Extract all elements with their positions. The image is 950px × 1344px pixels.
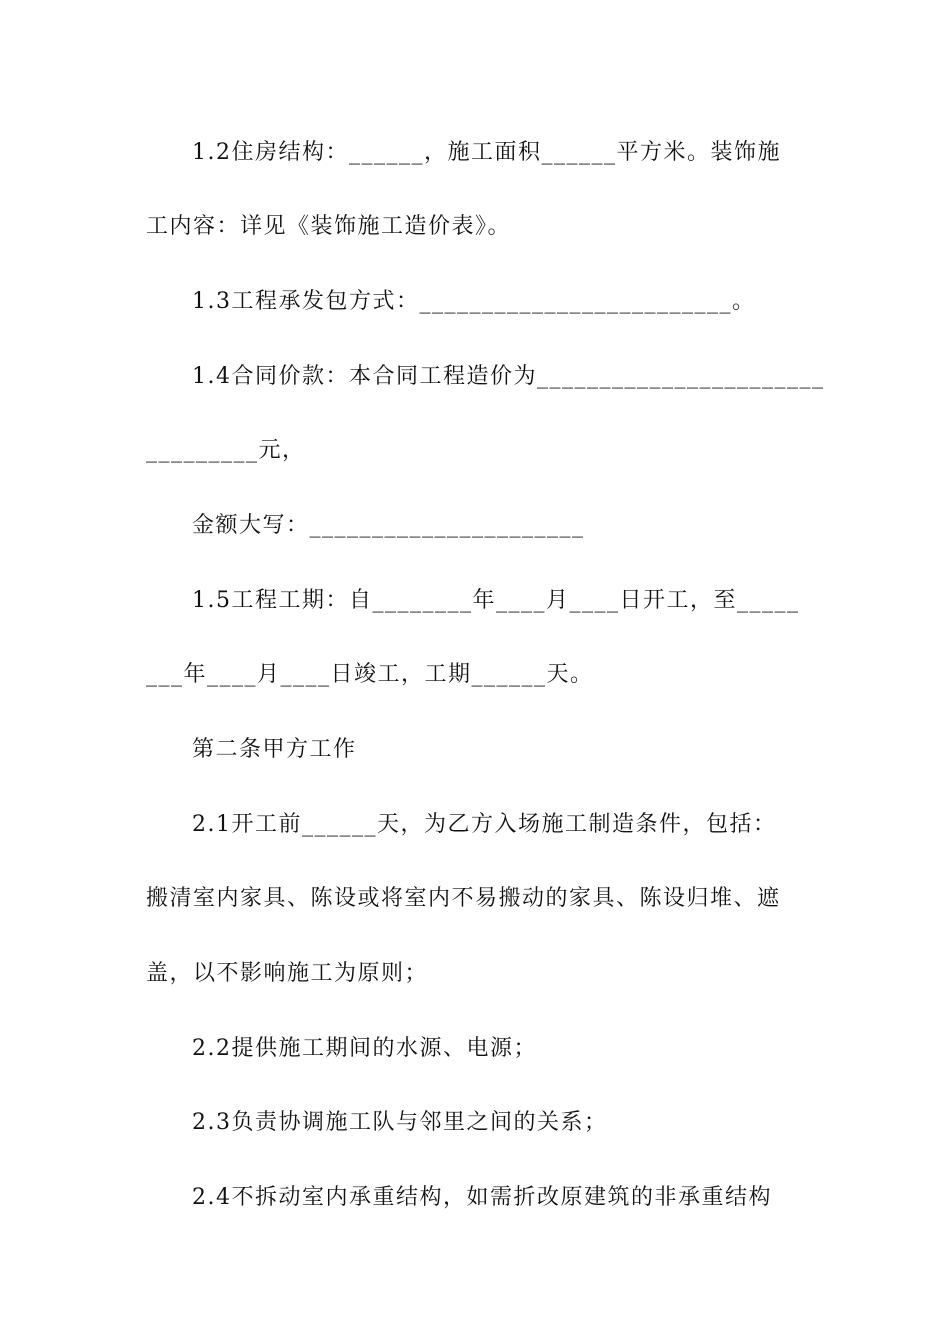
paragraph-2-1-line-1: 2.1开工前______天，为乙方入场施工制造条件，包括： (192, 812, 777, 837)
paragraph-1-3: 1.3工程承发包方式：_________________________。 (192, 289, 756, 314)
paragraph-1-5-line-2: ___年____月____日竣工，工期______天。 (146, 662, 594, 687)
paragraph-2-4-line-1: 2.4不拆动室内承重结构，如需折改原建筑的非承重结构 (192, 1185, 772, 1210)
paragraph-1-2-line-1: 1.2住房结构：______，施工面积______平方米。装饰施 (192, 140, 781, 165)
paragraph-1-5-line-1: 1.5工程工期：自________年____月____日开工，至_____ (192, 588, 800, 613)
paragraph-1-4-line-1: 1.4合同价款：本合同工程造价为_______________________ (192, 364, 825, 389)
paragraph-2-1-line-2: 搬清室内家具、陈设或将室内不易搬动的家具、陈设归堆、遮 (146, 886, 781, 911)
paragraph-2-2: 2.2提供施工期间的水源、电源； (192, 1036, 537, 1061)
amount-in-words-line: 金额大写：______________________ (192, 513, 585, 538)
paragraph-2-3: 2.3负责协调施工队与邻里之间的关系； (192, 1110, 608, 1135)
paragraph-2-1-line-3: 盖，以不影响施工为原则； (146, 961, 429, 986)
article-2-heading: 第二条甲方工作 (192, 737, 357, 762)
paragraph-1-2-line-2: 工内容：详见《装饰施工造价表》。 (146, 214, 512, 239)
paragraph-1-4-line-2: _________元， (146, 438, 306, 463)
